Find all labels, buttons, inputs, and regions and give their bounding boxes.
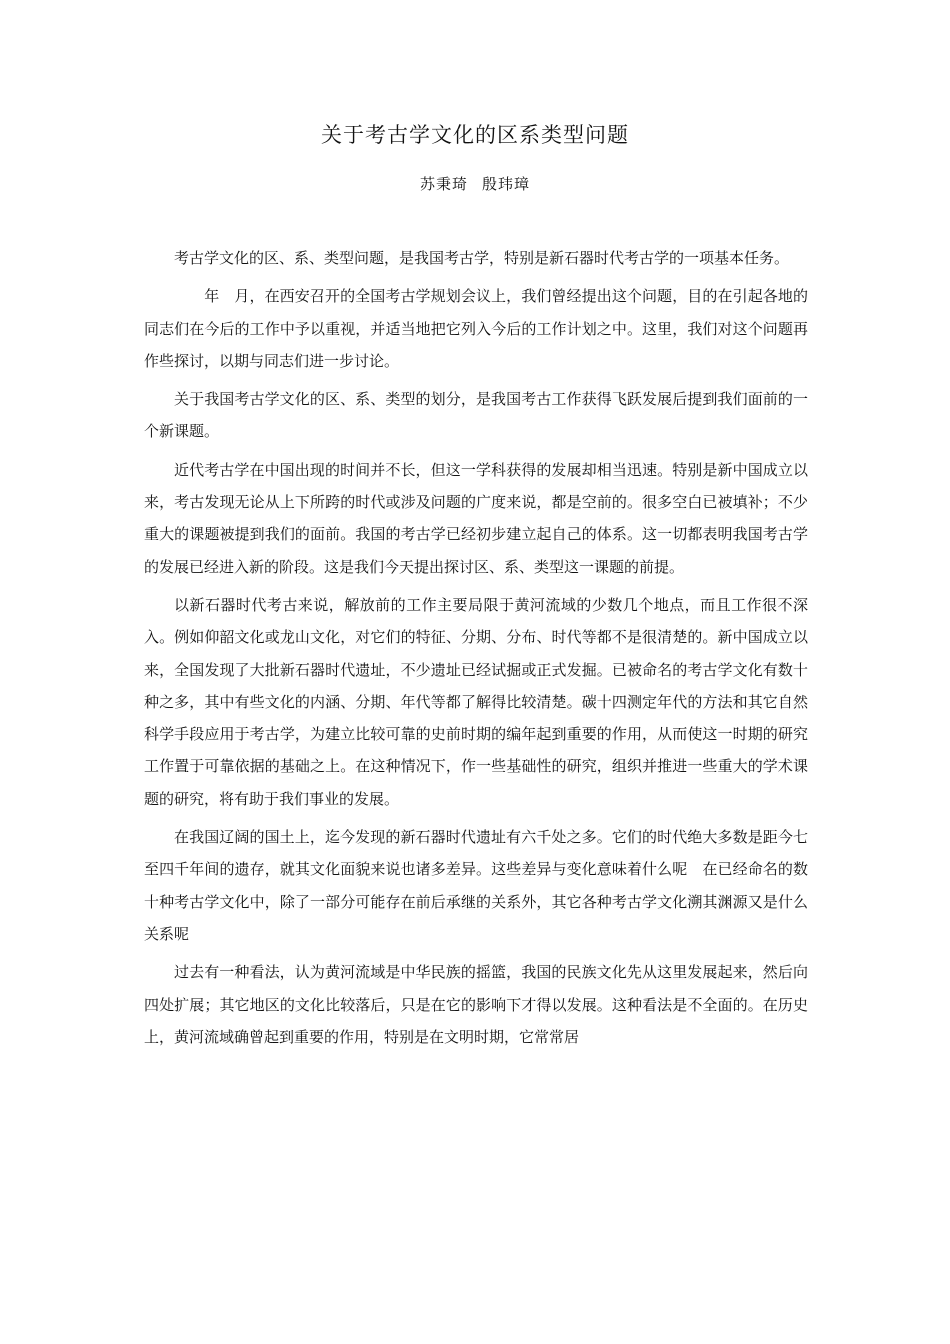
article-body [144, 242, 808, 1059]
document-title: 关于考古学文化的区系类型问题 [321, 123, 629, 147]
paragraph: 近代考古学在中国出现的时间并不长，但这一学科获得的发展却相当迅速。特别是新中国成立以来，考古发现无论从上下所跨的时代或涉及问题的广度来说，都是空前的。很多空白已被填补；不少重大的课题被提到我们的面前。我国的考古学已经初步建立起自己的体系。这一切都表明我国考古学的发展已经进入新的阶段。这是我们今天提出探讨区、系、类型这一课题的前提。 [144, 460, 808, 576]
paragraph: 在我国辽阔的国土上，迄今发现的新石器时代遗址有六千处之多。它们的时代绝大多数是距今七至四千年间的遗存，就其文化面貌来说也诸多差异。这些差异与变化意味着什么呢 在已经命名的数十种考古学文化中，除了一部分可能存在前后承继的关系外，其它各种考古学文化溯其渊源又是什么关系呢 [144, 828, 808, 943]
author-name: 殷玮璋 [482, 175, 531, 193]
paragraph: 过去有一种看法，认为黄河流域是中华民族的摇篮，我国的民族文化先从这里发展起来，然后向四处扩展；其它地区的文化比较落后，只是在它的影响下才得以发展。这种看法是不全面的。在历史上，黄河流域确曾起到重要的作用，特别是在文明时期，它常常居 [144, 963, 808, 1046]
paragraph: 考古学文化的区、系、类型问题，是我国考古学，特别是新石器时代考古学的一项基本任务。 [174, 249, 790, 267]
paragraph: 关于我国考古学文化的区、系、类型的划分，是我国考古工作获得飞跃发展后提到我们面前的一个新课题。 [144, 390, 808, 441]
author-line [0, 172, 950, 196]
paragraph: 以新石器时代考古来说，解放前的工作主要局限于黄河流域的少数几个地点，而且工作很不深入。例如仰韶文化或龙山文化，对它们的特征、分期、分布、时代等都不是很清楚的。新中国成立以来，全国发现了大批新石器时代遗址，不少遗址已经试掘或正式发掘。已被命名的考古学文化有数十种之多，其中有些文化的内涵、分期、年代等都了解得比较清楚。碳十四测定年代的方法和其它自然科学手段应用于考古学，为建立比较可靠的史前时期的编年起到重要的作用，从而使这一时期的研究工作置于可靠依据的基础之上。在这种情况下，作一些基础性的研究，组织并推进一些重大的学术课题的研究，将有助于我们事业的发展。 [144, 595, 808, 808]
paragraph: 年 月，在西安召开的全国考古学规划会议上，我们曾经提出这个问题，目的在引起各地的同志们在今后的工作中予以重视，并适当地把它列入今后的工作计划之中。这里，我们对这个问题再作些探讨，以期与同志们进一步讨论。 [144, 287, 808, 370]
author-name: 苏秉琦 [419, 175, 468, 193]
